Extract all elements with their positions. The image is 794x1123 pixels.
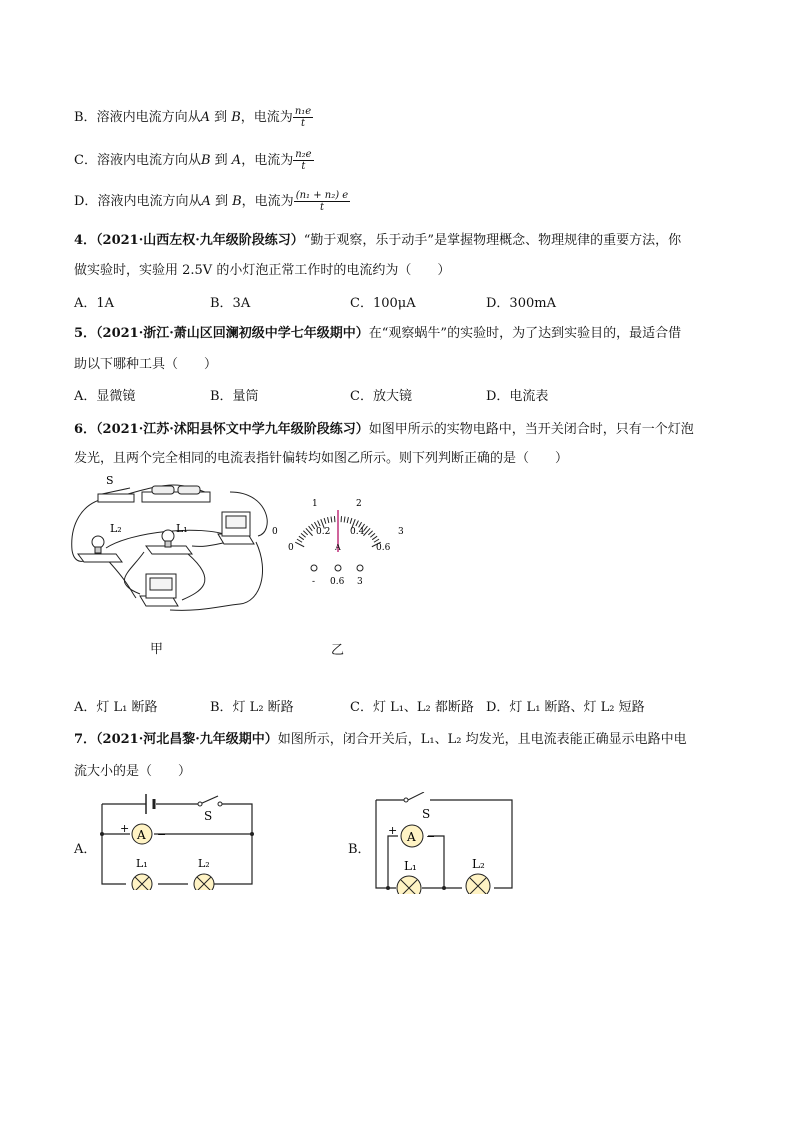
dial-tick [368, 531, 372, 535]
lamp1-label: L₁ [176, 522, 188, 535]
lamp2-label: L₂ [198, 857, 210, 870]
ammeter-1 [218, 512, 254, 544]
fraction-denominator: t [300, 118, 306, 129]
lamp2-label: L₂ [110, 522, 122, 535]
switch-label: S [422, 807, 431, 821]
q7-circuit-b [372, 792, 516, 894]
plus-terminal: + [388, 824, 398, 837]
switch-label: S [106, 474, 114, 487]
question-source: （2021·江苏·沭阳县怀文中学九年级阶段练习） [96, 422, 369, 437]
dial-tick [311, 524, 314, 529]
junction [250, 832, 254, 836]
option-d: D．电流表 [486, 389, 549, 404]
option-b: B．量筒 [210, 389, 259, 404]
q3-option-d [74, 190, 350, 213]
battery [146, 794, 154, 814]
to-word: 到 [210, 153, 232, 168]
lamp1-label: L₁ [136, 857, 148, 870]
bottom-tick-label: 0 [288, 543, 294, 553]
point-b: B [232, 194, 242, 209]
terminal-label: 3 [357, 577, 363, 586]
switch-pivot [198, 802, 202, 806]
q4-line1 [74, 229, 681, 248]
question-text: 如图甲所示的实物电路中，当开关闭合时，只有一个灯泡 [368, 422, 694, 437]
terminal-label: 0.6 [330, 577, 345, 586]
to-word: 到 [209, 110, 232, 125]
junction [442, 886, 446, 890]
dial-tick [309, 526, 313, 531]
lamp-l1 [397, 859, 421, 894]
switch-pivot [404, 798, 408, 802]
top-tick-label: 3 [398, 527, 404, 537]
option-a: A．灯 L₁ 断路 [74, 700, 158, 715]
point-a: A [231, 153, 242, 168]
switch-blade [408, 792, 424, 800]
top-tick-label: 1 [312, 499, 318, 509]
meter-terminals [311, 565, 363, 586]
question-text: “勤于观察，乐于动手”是掌握物理概念、物理规律的重要方法，你 [303, 233, 682, 248]
q6-figure-yi [268, 494, 408, 586]
current-fraction [294, 190, 351, 213]
option-text: ，电流为 [240, 110, 293, 125]
question-source: （2021·河北昌黎·九年级期中） [96, 732, 278, 747]
bottom-tick-label: 0.2 [316, 527, 331, 537]
question-number: 7． [74, 732, 97, 747]
q5-line2: 助以下哪种工具（ ） [74, 357, 218, 372]
point-b: B [231, 110, 241, 125]
dial-tick [295, 542, 304, 547]
lamp-l1 [132, 857, 152, 890]
current-fraction [293, 106, 313, 129]
option-a: A．显微镜 [74, 389, 136, 404]
dial-tick [370, 533, 375, 537]
plus-terminal: + [120, 822, 130, 835]
fraction-numerator: n₂e [295, 149, 312, 160]
figure-yi-caption: 乙 [331, 643, 345, 658]
question-source: （2021·山西左权·九年级阶段练习） [96, 233, 304, 248]
dial-tick [372, 536, 377, 539]
option-letter: C． [74, 153, 97, 168]
q7-option-b-label: B． [348, 842, 371, 857]
q6-line1 [74, 418, 694, 437]
dial-tick [328, 517, 329, 523]
point-b: B [200, 153, 211, 168]
q3-option-b [74, 106, 313, 129]
fraction-denominator: t [319, 202, 324, 213]
question-number: 5． [74, 326, 97, 341]
q7-option-a-label: A． [74, 842, 97, 857]
dial-tick [299, 536, 304, 539]
fraction-numerator: (n₁ + n₂) e [295, 190, 349, 201]
bottom-tick-label: 0.6 [376, 543, 391, 553]
option-c: C．放大镜 [350, 389, 412, 404]
ammeter-label: A [137, 828, 146, 842]
dial-tick [301, 533, 306, 537]
q4-line2: 做实验时，实验用 2.5V 的小灯泡正常工作时的电流约为（ ） [74, 263, 451, 278]
option-text: ，电流为 [241, 153, 294, 168]
option-b: B．灯 L₂ 断路 [210, 700, 294, 715]
switch-label: S [204, 809, 213, 823]
dial-tick [350, 518, 352, 524]
lamp-l2 [466, 857, 490, 894]
option-c: C．100μA [350, 296, 416, 311]
lamp-l1 [146, 522, 192, 554]
option-letter: D． [74, 194, 98, 209]
meter-unit: A [335, 543, 341, 552]
q6-figure-jia [70, 472, 270, 622]
terminal-label: - [312, 577, 316, 586]
q7-line2: 流大小的是（ ） [74, 764, 192, 779]
fraction-denominator: t [301, 161, 306, 172]
question-number: 6． [74, 422, 97, 437]
dial-tick [331, 517, 332, 523]
q7-circuit-a [96, 790, 258, 890]
dial-tick [297, 539, 302, 542]
point-a: A [200, 110, 210, 125]
ammeter-2 [140, 574, 178, 606]
q5-line1 [74, 322, 681, 341]
junction [386, 886, 390, 890]
option-b: B．3A [210, 296, 251, 311]
question-text: 在“观察蜗牛”的实验时，为了达到实验目的，最适合借 [368, 326, 682, 341]
question-source: （2021·浙江·萧山区回澜初级中学七年级期中） [96, 326, 369, 341]
dial-tick [347, 517, 348, 523]
minus-terminal: − [157, 828, 167, 841]
to-word: 到 [210, 194, 233, 209]
top-tick-label: 2 [356, 499, 362, 509]
option-d: D．灯 L₁ 断路、灯 L₂ 短路 [486, 700, 645, 715]
dial-tick [344, 517, 345, 523]
lamp2-label: L₂ [472, 857, 485, 871]
lamp1-label: L₁ [404, 859, 417, 873]
question-text: 如图所示，闭合开关后，L₁、L₂ 均发光，且电流表能正确显示电路中电 [277, 732, 687, 747]
battery [142, 486, 210, 502]
option-c: C．灯 L₁、L₂ 都断路 [350, 700, 474, 715]
ammeter-label: A [407, 830, 416, 844]
option-text: ，电流为 [241, 194, 294, 209]
option-text: 溶液内电流方向从 [96, 153, 201, 168]
question-number: 4． [74, 233, 97, 248]
current-fraction [293, 149, 313, 172]
dial-tick [356, 521, 359, 526]
minus-terminal: − [426, 830, 436, 843]
dial-tick [374, 539, 379, 542]
option-letter: B． [74, 110, 97, 125]
q7-line1 [74, 728, 687, 747]
top-tick-label: 0 [272, 527, 278, 537]
option-a: A．1A [74, 296, 115, 311]
lamp-l2 [78, 522, 122, 562]
dial-tick [324, 518, 326, 524]
q3-option-c [74, 149, 314, 172]
q6-line2: 发光，且两个完全相同的电流表指针偏转均如图乙所示。则下列判断正确的是（ ） [74, 451, 569, 466]
dial-tick [303, 531, 307, 535]
option-text: 溶液内电流方向从 [96, 110, 201, 125]
fraction-numerator: n₁e [294, 106, 312, 117]
lamp-l2 [194, 857, 214, 890]
switch-contact [218, 802, 222, 806]
option-d: D．300mA [486, 296, 556, 311]
dial-tick [318, 521, 321, 526]
bottom-tick-label: 0.4 [350, 527, 365, 537]
junction [100, 832, 104, 836]
option-text: 溶液内电流方向从 [97, 194, 202, 209]
switch [98, 474, 134, 502]
point-a: A [201, 194, 211, 209]
figure-jia-caption: 甲 [150, 642, 164, 657]
